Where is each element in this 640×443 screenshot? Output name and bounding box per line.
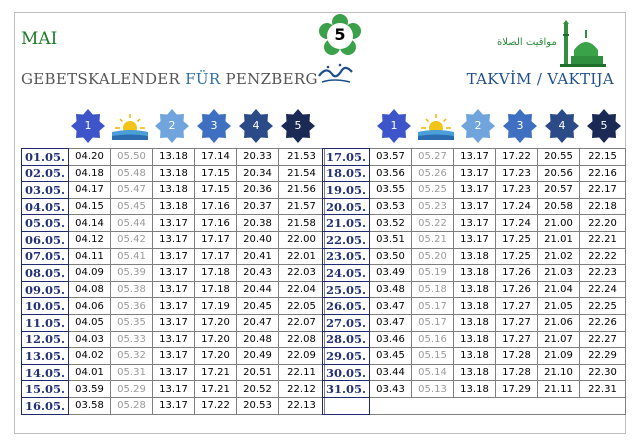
date-cell: 08.05. bbox=[22, 265, 69, 282]
prayer-time-cell: 04.02 bbox=[69, 348, 111, 365]
prayer-time-cell: 17.21 bbox=[195, 364, 237, 381]
prayer-1-star-icon bbox=[70, 108, 106, 144]
prayer-time-cell: 13.18 bbox=[153, 149, 195, 166]
prayer-time-cell: 22.01 bbox=[279, 248, 325, 265]
prayer-time-cell: 03.53 bbox=[370, 198, 412, 215]
sunrise-icon bbox=[112, 108, 148, 144]
prayer-time-cell: 04.09 bbox=[69, 265, 111, 282]
prayer-time-cell: 20.36 bbox=[237, 182, 279, 199]
prayer-time-cell: 17.17 bbox=[195, 231, 237, 248]
sunrise-time-cell: 05.31 bbox=[111, 364, 153, 381]
sunrise-time-cell: 05.21 bbox=[412, 231, 454, 248]
date-cell: 30.05. bbox=[323, 364, 370, 381]
sunrise-time-cell: 05.18 bbox=[412, 281, 454, 298]
table-row bbox=[22, 298, 325, 315]
date-cell: 07.05. bbox=[22, 248, 69, 265]
prayer-time-cell: 04.05 bbox=[69, 314, 111, 331]
prayer-time-cell: 03.43 bbox=[370, 381, 412, 398]
prayer-time-cell: 13.17 bbox=[153, 348, 195, 365]
prayer-time-cell: 13.18 bbox=[454, 348, 496, 365]
prayer-time-cell: 13.18 bbox=[454, 364, 496, 381]
table-row bbox=[22, 348, 325, 365]
table-row bbox=[323, 198, 626, 215]
prayer-time-cell: 17.18 bbox=[195, 281, 237, 298]
prayer-time-cell: 20.56 bbox=[538, 165, 580, 182]
sunrise-time-cell: 05.36 bbox=[111, 298, 153, 315]
prayer-time-cell: 04.08 bbox=[69, 281, 111, 298]
prayer-time-cell: 22.17 bbox=[580, 182, 626, 199]
prayer-time-cell: 17.21 bbox=[195, 381, 237, 398]
prayer-time-cell: 17.15 bbox=[195, 165, 237, 182]
prayer-time-cell: 20.37 bbox=[237, 198, 279, 215]
month-label: MAI bbox=[21, 29, 58, 49]
prayer-time-cell: 21.11 bbox=[538, 381, 580, 398]
prayer-icon-number: 3 bbox=[210, 119, 218, 132]
prayer-time-cell: 21.07 bbox=[538, 331, 580, 348]
prayer-time-cell: 04.01 bbox=[69, 364, 111, 381]
prayer-time-cell: 20.57 bbox=[538, 182, 580, 199]
prayer-time-cell: 04.14 bbox=[69, 215, 111, 232]
table-row bbox=[22, 248, 325, 265]
prayer-time-cell: 13.18 bbox=[153, 165, 195, 182]
sunrise-time-cell: 05.16 bbox=[412, 331, 454, 348]
table-row bbox=[323, 215, 626, 232]
prayer-time-cell: 22.05 bbox=[279, 298, 325, 315]
table-row bbox=[22, 397, 325, 414]
sunrise-time-cell: 05.27 bbox=[412, 149, 454, 166]
prayer-time-cell: 03.51 bbox=[370, 231, 412, 248]
prayer-time-cell: 13.17 bbox=[454, 215, 496, 232]
title-prefix: GEBETSKALENDER bbox=[21, 70, 186, 88]
prayer-time-cell: 03.59 bbox=[69, 381, 111, 398]
prayer-time-cell: 20.47 bbox=[237, 314, 279, 331]
prayer-time-cell: 03.44 bbox=[370, 364, 412, 381]
table-row bbox=[323, 265, 626, 282]
date-cell: 02.05. bbox=[22, 165, 69, 182]
table-row bbox=[323, 182, 626, 199]
date-cell: 22.05. bbox=[323, 231, 370, 248]
table-row bbox=[22, 281, 325, 298]
prayer-time-cell: 21.01 bbox=[538, 231, 580, 248]
table-row bbox=[22, 198, 325, 215]
date-cell: 31.05. bbox=[323, 381, 370, 398]
table-row bbox=[22, 331, 325, 348]
prayer-2-star-icon bbox=[154, 108, 190, 144]
prayer-time-cell: 22.26 bbox=[580, 314, 626, 331]
calligraphy-logo bbox=[316, 62, 356, 86]
arabic-title: مواقيت الصلاة bbox=[497, 37, 557, 48]
logo-number: 5 bbox=[334, 25, 346, 44]
sunrise-time-cell: 05.14 bbox=[412, 364, 454, 381]
prayer-time-cell: 17.22 bbox=[496, 149, 538, 166]
sunrise-time-cell: 05.45 bbox=[111, 198, 153, 215]
prayer-time-cell: 22.04 bbox=[279, 281, 325, 298]
prayer-time-cell: 17.18 bbox=[195, 265, 237, 282]
date-cell: 27.05. bbox=[323, 314, 370, 331]
prayer-time-cell: 13.17 bbox=[153, 231, 195, 248]
sunrise-time-cell: 05.48 bbox=[111, 165, 153, 182]
prayer-time-cell: 03.56 bbox=[370, 165, 412, 182]
prayer-5-star-icon bbox=[586, 108, 622, 144]
prayer-time-cell: 03.50 bbox=[370, 248, 412, 265]
prayer-time-cell: 03.57 bbox=[370, 149, 412, 166]
table-row bbox=[323, 281, 626, 298]
prayer-time-cell: 21.03 bbox=[538, 265, 580, 282]
prayer-time-cell: 13.18 bbox=[454, 298, 496, 315]
prayer-time-cell: 21.04 bbox=[538, 281, 580, 298]
date-cell: 29.05. bbox=[323, 348, 370, 365]
prayer-time-cell: 22.03 bbox=[279, 265, 325, 282]
prayer-time-cell: 04.18 bbox=[69, 165, 111, 182]
date-cell: 09.05. bbox=[22, 281, 69, 298]
prayer-time-cell: 22.07 bbox=[279, 314, 325, 331]
prayer-table-right bbox=[322, 148, 626, 415]
prayer-1-star-icon bbox=[376, 108, 412, 144]
prayer-3-star-icon bbox=[196, 108, 232, 144]
prayer-time-cell: 22.31 bbox=[580, 381, 626, 398]
date-cell: 25.05. bbox=[323, 281, 370, 298]
prayer-time-cell: 20.43 bbox=[237, 265, 279, 282]
prayer-time-cell: 13.17 bbox=[454, 198, 496, 215]
sunrise-time-cell: 05.13 bbox=[412, 381, 454, 398]
prayer-time-cell: 21.09 bbox=[538, 348, 580, 365]
prayer-time-cell: 21.02 bbox=[538, 248, 580, 265]
sunrise-time-cell: 05.22 bbox=[412, 215, 454, 232]
sunrise-time-cell: 05.47 bbox=[111, 182, 153, 199]
prayer-time-cell: 04.20 bbox=[69, 149, 111, 166]
table-row bbox=[323, 348, 626, 365]
sunrise-time-cell: 05.35 bbox=[111, 314, 153, 331]
date-cell: 12.05. bbox=[22, 331, 69, 348]
prayer-time-cell: 22.15 bbox=[580, 149, 626, 166]
calendar-title bbox=[21, 70, 318, 88]
prayer-time-cell: 13.18 bbox=[454, 314, 496, 331]
sunrise-time-cell: 05.50 bbox=[111, 149, 153, 166]
table-row bbox=[323, 364, 626, 381]
sunrise-time-cell: 05.17 bbox=[412, 298, 454, 315]
table-row bbox=[323, 165, 626, 182]
prayer-time-cell: 17.20 bbox=[195, 348, 237, 365]
date-cell: 14.05. bbox=[22, 364, 69, 381]
prayer-time-cell: 20.58 bbox=[538, 198, 580, 215]
prayer-time-cell: 13.17 bbox=[153, 281, 195, 298]
prayer-time-cell: 04.11 bbox=[69, 248, 111, 265]
prayer-time-cell: 22.23 bbox=[580, 265, 626, 282]
table-row bbox=[22, 215, 325, 232]
prayer-time-cell: 13.17 bbox=[153, 248, 195, 265]
table-row bbox=[323, 381, 626, 398]
prayer-time-cell: 20.53 bbox=[237, 397, 279, 414]
prayer-time-cell: 03.58 bbox=[69, 397, 111, 414]
title-suffix: PENZBERG bbox=[220, 70, 318, 88]
prayer-time-cell: 04.12 bbox=[69, 231, 111, 248]
prayer-icon-number: 1 bbox=[390, 119, 398, 132]
prayer-time-cell: 13.18 bbox=[454, 248, 496, 265]
table-row bbox=[22, 265, 325, 282]
prayer-time-cell: 17.14 bbox=[195, 149, 237, 166]
prayer-time-cell: 20.38 bbox=[237, 215, 279, 232]
prayer-time-cell: 03.46 bbox=[370, 331, 412, 348]
prayer-time-cell: 17.26 bbox=[496, 265, 538, 282]
prayer-time-cell: 13.17 bbox=[454, 182, 496, 199]
prayer-time-cell: 20.52 bbox=[237, 381, 279, 398]
sunrise-icon bbox=[418, 108, 454, 144]
prayer-time-cell: 17.22 bbox=[195, 397, 237, 414]
prayer-table-left bbox=[21, 148, 325, 415]
table-row bbox=[22, 149, 325, 166]
sunrise-time-cell: 05.41 bbox=[111, 248, 153, 265]
date-cell: 26.05. bbox=[323, 298, 370, 315]
prayer-time-cell: 20.44 bbox=[237, 281, 279, 298]
prayer-time-cell: 20.41 bbox=[237, 248, 279, 265]
prayer-time-cell: 22.21 bbox=[580, 231, 626, 248]
prayer-time-cell: 13.17 bbox=[153, 331, 195, 348]
prayer-time-cell: 21.10 bbox=[538, 364, 580, 381]
prayer-time-cell: 04.17 bbox=[69, 182, 111, 199]
date-cell: 03.05. bbox=[22, 182, 69, 199]
prayer-time-cell: 17.20 bbox=[195, 331, 237, 348]
prayer-time-cell: 03.48 bbox=[370, 281, 412, 298]
prayer-time-cell: 03.47 bbox=[370, 314, 412, 331]
table-row bbox=[22, 314, 325, 331]
prayer-time-cell: 22.27 bbox=[580, 331, 626, 348]
date-cell: 20.05. bbox=[323, 198, 370, 215]
prayer-time-cell: 17.23 bbox=[496, 165, 538, 182]
prayer-2-star-icon bbox=[460, 108, 496, 144]
prayer-time-cell: 04.03 bbox=[69, 331, 111, 348]
date-cell: 18.05. bbox=[323, 165, 370, 182]
prayer-time-cell: 13.17 bbox=[454, 231, 496, 248]
sunrise-time-cell: 05.28 bbox=[111, 397, 153, 414]
prayer-time-cell: 17.19 bbox=[195, 298, 237, 315]
table-row bbox=[22, 165, 325, 182]
date-cell: 16.05. bbox=[22, 397, 69, 414]
date-cell: 05.05. bbox=[22, 215, 69, 232]
prayer-time-cell: 03.47 bbox=[370, 298, 412, 315]
sunrise-time-cell: 05.23 bbox=[412, 198, 454, 215]
prayer-time-cell: 20.48 bbox=[237, 331, 279, 348]
prayer-time-cell: 22.00 bbox=[279, 231, 325, 248]
prayer-time-cell: 22.16 bbox=[580, 165, 626, 182]
prayer-time-cell: 21.06 bbox=[538, 314, 580, 331]
prayer-time-cell: 20.45 bbox=[237, 298, 279, 315]
prayer-time-cell: 22.12 bbox=[279, 381, 325, 398]
prayer-time-cell: 22.20 bbox=[580, 215, 626, 232]
prayer-4-star-icon bbox=[544, 108, 580, 144]
prayer-icon-number: 2 bbox=[474, 119, 482, 132]
prayer-icon-number: 5 bbox=[294, 119, 302, 132]
sunrise-time-cell: 05.38 bbox=[111, 281, 153, 298]
date-cell: 17.05. bbox=[323, 149, 370, 166]
prayer-time-cell: 20.33 bbox=[237, 149, 279, 166]
prayer-time-cell: 13.18 bbox=[454, 331, 496, 348]
prayer-icon-number: 4 bbox=[252, 119, 260, 132]
prayer-time-cell: 17.15 bbox=[195, 182, 237, 199]
prayer-time-cell: 17.27 bbox=[496, 314, 538, 331]
prayer-icon-number: 5 bbox=[600, 119, 608, 132]
sunrise-time-cell: 05.26 bbox=[412, 165, 454, 182]
date-cell: 11.05. bbox=[22, 314, 69, 331]
title-middle: FÜR bbox=[185, 70, 221, 88]
prayer-3-star-icon bbox=[502, 108, 538, 144]
prayer-time-cell: 13.17 bbox=[153, 298, 195, 315]
prayer-time-cell: 21.53 bbox=[279, 149, 325, 166]
prayer-time-cell: 17.28 bbox=[496, 364, 538, 381]
table-row bbox=[22, 381, 325, 398]
prayer-time-cell: 21.54 bbox=[279, 165, 325, 182]
prayer-time-cell: 13.17 bbox=[153, 314, 195, 331]
prayer-time-cell: 21.57 bbox=[279, 198, 325, 215]
sunrise-time-cell: 05.17 bbox=[412, 314, 454, 331]
sunrise-time-cell: 05.15 bbox=[412, 348, 454, 365]
prayer-time-cell: 13.18 bbox=[153, 182, 195, 199]
date-cell: 13.05. bbox=[22, 348, 69, 365]
prayer-time-cell: 13.17 bbox=[454, 165, 496, 182]
prayer-time-cell: 13.18 bbox=[454, 381, 496, 398]
table-row bbox=[323, 298, 626, 315]
empty-date-cell bbox=[323, 397, 370, 414]
prayer-time-cell: 22.30 bbox=[580, 364, 626, 381]
prayer-time-cell: 17.16 bbox=[195, 215, 237, 232]
prayer-time-cell: 13.17 bbox=[454, 149, 496, 166]
prayer-time-cell: 13.18 bbox=[454, 281, 496, 298]
prayer-time-cell: 17.27 bbox=[496, 298, 538, 315]
mosque-icon bbox=[558, 20, 608, 68]
prayer-time-cell: 22.08 bbox=[279, 331, 325, 348]
prayer-time-cell: 20.55 bbox=[538, 149, 580, 166]
prayer-time-cell: 20.51 bbox=[237, 364, 279, 381]
prayer-time-cell: 04.06 bbox=[69, 298, 111, 315]
prayer-time-cell: 17.23 bbox=[496, 182, 538, 199]
prayer-time-cell: 20.49 bbox=[237, 348, 279, 365]
sunrise-time-cell: 05.20 bbox=[412, 248, 454, 265]
table-row bbox=[22, 182, 325, 199]
prayer-time-cell: 03.55 bbox=[370, 182, 412, 199]
prayer-time-cell: 17.26 bbox=[496, 281, 538, 298]
prayer-icon-number: 4 bbox=[558, 119, 566, 132]
prayer-time-cell: 22.29 bbox=[580, 348, 626, 365]
date-cell: 21.05. bbox=[323, 215, 370, 232]
prayer-time-cell: 17.16 bbox=[195, 198, 237, 215]
date-cell: 23.05. bbox=[323, 248, 370, 265]
date-cell: 19.05. bbox=[323, 182, 370, 199]
date-cell: 01.05. bbox=[22, 149, 69, 166]
prayer-time-cell: 13.17 bbox=[153, 215, 195, 232]
prayer-time-cell: 13.17 bbox=[153, 265, 195, 282]
prayer-time-cell: 13.17 bbox=[153, 397, 195, 414]
prayer-4-star-icon bbox=[238, 108, 274, 144]
prayer-time-cell: 17.27 bbox=[496, 331, 538, 348]
table-row bbox=[22, 364, 325, 381]
sunrise-time-cell: 05.39 bbox=[111, 265, 153, 282]
prayer-time-cell: 03.49 bbox=[370, 265, 412, 282]
date-cell: 28.05. bbox=[323, 331, 370, 348]
prayer-time-cell: 17.24 bbox=[496, 215, 538, 232]
prayer-time-cell: 21.58 bbox=[279, 215, 325, 232]
prayer-time-cell: 20.34 bbox=[237, 165, 279, 182]
prayer-icon-number: 3 bbox=[516, 119, 524, 132]
sunrise-time-cell: 05.32 bbox=[111, 348, 153, 365]
prayer-time-cell: 17.17 bbox=[195, 248, 237, 265]
prayer-time-cell: 13.17 bbox=[153, 364, 195, 381]
prayer-time-cell: 22.13 bbox=[279, 397, 325, 414]
date-cell: 15.05. bbox=[22, 381, 69, 398]
prayer-time-cell: 17.25 bbox=[496, 248, 538, 265]
prayer-time-cell: 22.11 bbox=[279, 364, 325, 381]
empty-cell bbox=[370, 397, 626, 414]
date-cell: 04.05. bbox=[22, 198, 69, 215]
date-cell: 06.05. bbox=[22, 231, 69, 248]
date-cell: 10.05. bbox=[22, 298, 69, 315]
sunrise-time-cell: 05.44 bbox=[111, 215, 153, 232]
prayer-icon-number: 2 bbox=[168, 119, 176, 132]
sunrise-time-cell: 05.42 bbox=[111, 231, 153, 248]
prayer-time-cell: 03.52 bbox=[370, 215, 412, 232]
prayer-time-cell: 17.20 bbox=[195, 314, 237, 331]
prayer-time-cell: 17.25 bbox=[496, 231, 538, 248]
prayer-time-cell: 20.40 bbox=[237, 231, 279, 248]
prayer-time-cell: 22.18 bbox=[580, 198, 626, 215]
prayer-time-cell: 13.17 bbox=[153, 381, 195, 398]
prayer-time-cell: 21.05 bbox=[538, 298, 580, 315]
sunrise-time-cell: 05.29 bbox=[111, 381, 153, 398]
table-row bbox=[323, 314, 626, 331]
sunrise-time-cell: 05.25 bbox=[412, 182, 454, 199]
prayer-5-star-icon bbox=[280, 108, 316, 144]
prayer-time-cell: 21.56 bbox=[279, 182, 325, 199]
table-row bbox=[323, 231, 626, 248]
prayer-time-cell: 17.28 bbox=[496, 348, 538, 365]
empty-row bbox=[323, 397, 626, 414]
prayer-time-cell: 22.25 bbox=[580, 298, 626, 315]
prayer-time-cell: 21.00 bbox=[538, 215, 580, 232]
prayer-icon-number: 1 bbox=[84, 119, 92, 132]
table-row bbox=[323, 149, 626, 166]
table-row bbox=[22, 231, 325, 248]
sunrise-time-cell: 05.19 bbox=[412, 265, 454, 282]
prayer-time-cell: 17.29 bbox=[496, 381, 538, 398]
table-row bbox=[323, 248, 626, 265]
prayer-time-cell: 04.15 bbox=[69, 198, 111, 215]
sunrise-time-cell: 05.33 bbox=[111, 331, 153, 348]
prayer-time-cell: 03.45 bbox=[370, 348, 412, 365]
prayer-time-cell: 13.18 bbox=[454, 265, 496, 282]
prayer-time-cell: 22.24 bbox=[580, 281, 626, 298]
prayer-time-cell: 22.09 bbox=[279, 348, 325, 365]
table-row bbox=[323, 331, 626, 348]
prayer-time-cell: 13.18 bbox=[153, 198, 195, 215]
prayer-time-cell: 17.24 bbox=[496, 198, 538, 215]
prayer-time-cell: 22.22 bbox=[580, 248, 626, 265]
date-cell: 24.05. bbox=[323, 265, 370, 282]
takvim-title: TAKVİM / VAKTIJA bbox=[466, 70, 614, 88]
